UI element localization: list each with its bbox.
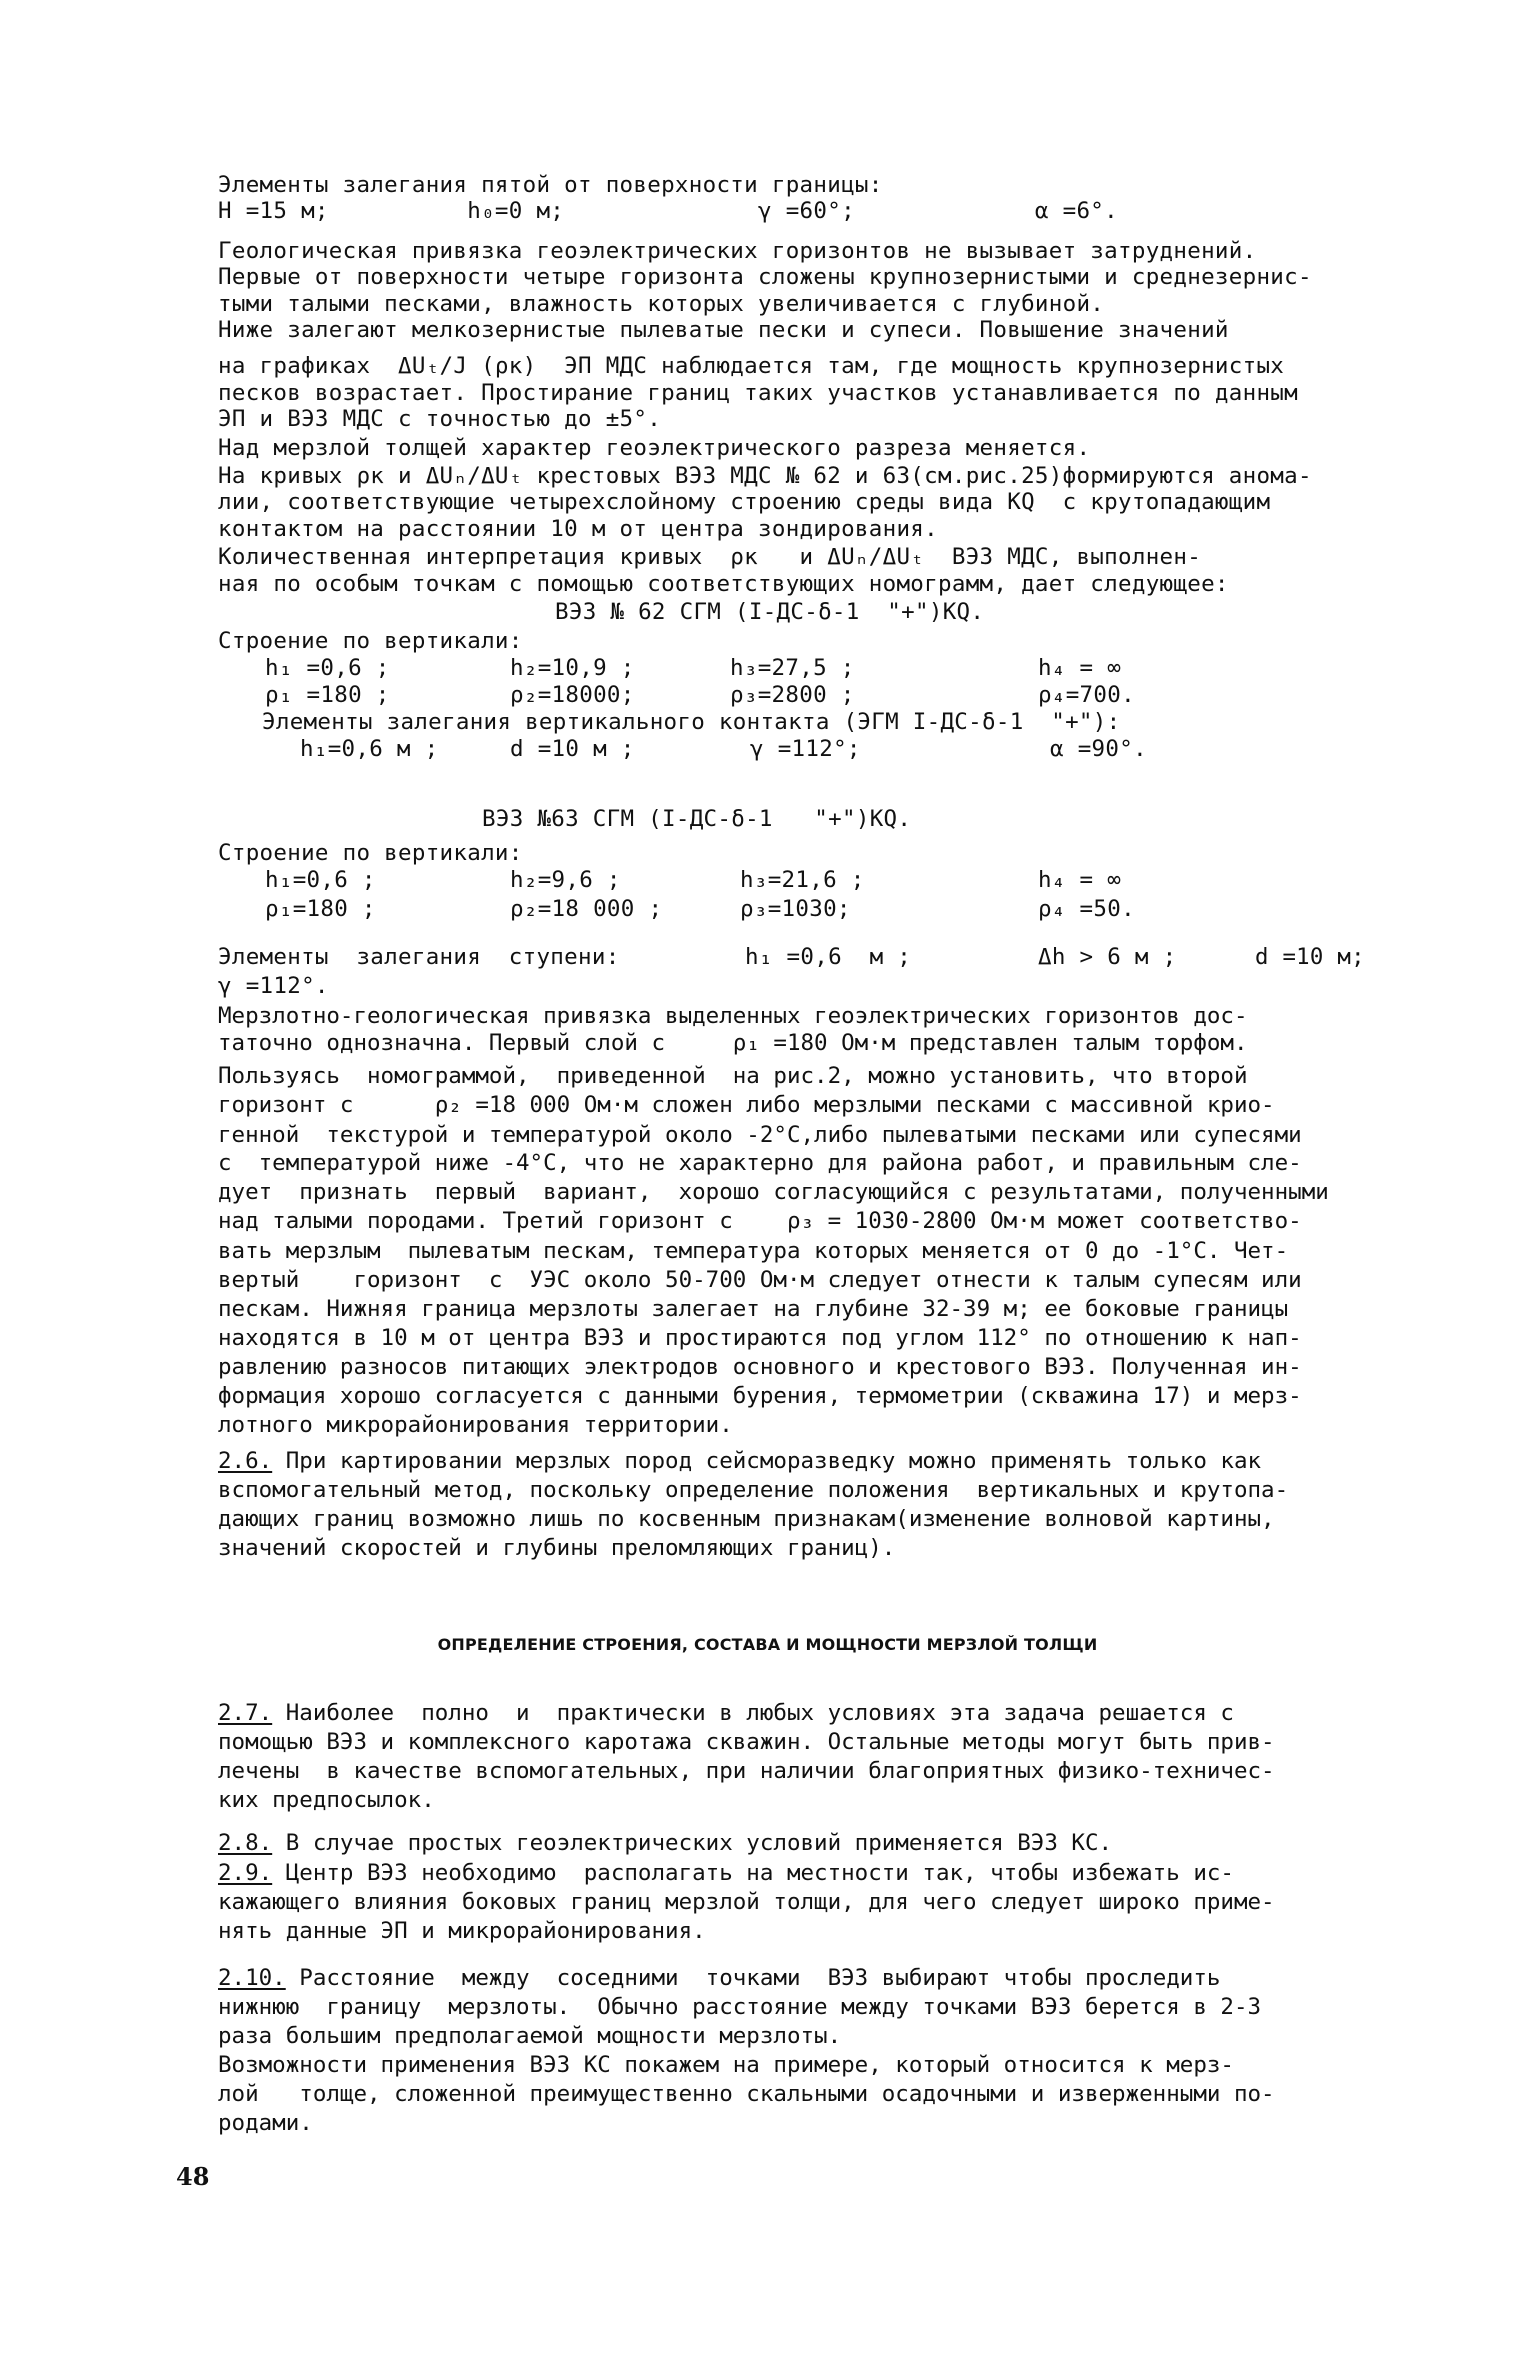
para-2-10-number: 2.10.	[218, 1965, 286, 1991]
text-line: находятся в 10 м от центра ВЭЗ и простираются под углом 112° по отношению к нап-	[218, 1325, 1302, 1351]
vez62-h1: h₁ =0,6 ;	[265, 655, 390, 681]
text-line: генной текстурой и температурой около -2°С,либо пылеватыми песками или супесями	[218, 1122, 1302, 1148]
formula-line: H =15 м; h₀=0 м; γ =60°; α =6°.	[218, 198, 1118, 224]
text-line: раза большим предполагаемой мощности мерзлоты.	[218, 2023, 842, 2049]
vez63-step-d: d =10 м;	[1255, 944, 1365, 970]
text-line: На кривых ρκ и ΔUₙ/ΔUₜ крестовых ВЭЗ МДС № 62 и 63(см.рис.25)формируются анома-	[218, 463, 1312, 489]
text-line: равлению разносов питающих электродов основного и крестового ВЭЗ. Полученная ин-	[218, 1354, 1302, 1380]
vez62-title: ВЭЗ № 62 СГМ (I-ДС-δ-1 "+")KQ.	[555, 599, 985, 625]
para-2-10-line: 2.10. Расстояние между соседними точками ВЭЗ выбирают чтобы проследить	[218, 1965, 1221, 1991]
text-line: Возможности применения ВЭЗ КС покажем на примере, который относится к мерз-	[218, 2052, 1234, 2078]
text-line: контактом на расстоянии 10 м от центра зондирования.	[218, 516, 938, 542]
para-2-6-line: 2.6. При картировании мерзлых пород сейсморазведку можно применять только как	[218, 1448, 1262, 1474]
vez62-contact-h: h₁=0,6 м ;	[300, 736, 439, 762]
text-line: ная по особым точкам с помощью соответствующих номограмм, дает следующее:	[218, 571, 1229, 597]
text-line: горизонт с ρ₂ =18 000 Ом·м сложен либо мерзлыми песками с массивной крио-	[218, 1092, 1275, 1118]
vez63-step-dh: Δh > 6 м ;	[1038, 944, 1177, 970]
text-line: дающих границ возможно лишь по косвенным признакам(изменение волновой картины,	[218, 1506, 1275, 1532]
text-line: вертый горизонт с УЭС около 50-700 Ом·м следует отнести к талым супесям или	[218, 1267, 1302, 1293]
vez63-h1: h₁=0,6 ;	[265, 867, 376, 893]
text-line: Мерзлотно-геологическая привязка выделенных геоэлектрических горизонтов дос-	[218, 1003, 1248, 1029]
text-line: дует признать первый вариант, хорошо согласующийся с результатами, полученными	[218, 1179, 1329, 1205]
text-line: над талыми породами. Третий горизонт с ρ₃ = 1030-2800 Ом·м может соответство-	[218, 1208, 1302, 1234]
vez62-rho1: ρ₁ =180 ;	[265, 682, 390, 708]
text-line: формация хорошо согласуется с данными бурения, термометрии (скважина 17) и мерз-	[218, 1383, 1302, 1409]
vez62-contact-gamma: γ =112°;	[750, 736, 861, 762]
text-line: Первые от поверхности четыре горизонта сложены крупнозернистыми и среднезернис-	[218, 264, 1312, 290]
para-2-7-line: 2.7. Наиболее полно и практически в любых условиях эта задача решается с	[218, 1700, 1234, 1726]
para-2-9-number: 2.9.	[218, 1860, 273, 1886]
vez63-rho3: ρ₃=1030;	[740, 896, 851, 922]
text-line: Пользуясь номограммой, приведенной на рис.2, можно установить, что второй	[218, 1063, 1248, 1089]
vez62-contact-label: Элементы залегания вертикального контакта (ЭГМ I-ДС-δ-1 "+"):	[262, 709, 1121, 735]
vez63-rho2: ρ₂=18 000 ;	[510, 896, 663, 922]
vez63-h4: h₄ = ∞	[1038, 867, 1122, 893]
vez62-h3: h₃=27,5 ;	[730, 655, 855, 681]
text-line: таточно однозначна. Первый слой с ρ₁ =180 Ом·м представлен талым торфом.	[218, 1030, 1248, 1056]
vez63-rho4: ρ₄ =50.	[1038, 896, 1135, 922]
vez63-structure-label: Строение по вертикали:	[218, 840, 523, 866]
text-line: Ниже залегают мелкозернистые пылеватые пески и супеси. Повышение значений	[218, 317, 1229, 343]
vez62-contact-alpha: α =90°.	[1050, 736, 1147, 762]
text-line: песков возрастает. Простирание границ таких участков устанавливается по данным	[218, 380, 1298, 406]
vez63-title: ВЭЗ №63 СГМ (I-ДС-δ-1 "+")KQ.	[482, 806, 912, 832]
text-line: нять данные ЭП и микрорайонирования.	[218, 1918, 706, 1944]
text-line: лии, соответствующие четырехслойному строению среды вида KQ с крутопадающим	[218, 489, 1271, 515]
vez63-h2: h₂=9,6 ;	[510, 867, 621, 893]
text-line: Количественная интерпретация кривых ρκ и ΔUₙ/ΔUₜ ВЭЗ МДС, выполнен-	[218, 544, 1202, 570]
vez62-rho2: ρ₂=18000;	[510, 682, 635, 708]
vez63-step-angle: γ =112°.	[218, 973, 329, 999]
text-line: кажающего влияния боковых границ мерзлой толщи, для чего следует широко приме-	[218, 1889, 1275, 1915]
text-line: вать мерзлым пылеватым пескам, температура которых меняется от 0 до -1°С. Чет-	[218, 1238, 1289, 1264]
vez62-h4: h₄ = ∞	[1038, 655, 1122, 681]
vez62-structure-label: Строение по вертикали:	[218, 628, 523, 654]
para-2-6-number: 2.6.	[218, 1448, 273, 1474]
text-line: тыми талыми песками, влажность которых увеличивается с глубиной.	[218, 291, 1105, 317]
vez62-h2: h₂=10,9 ;	[510, 655, 635, 681]
text-line: Геологическая привязка геоэлектрических горизонтов не вызывает затруднений.	[218, 238, 1257, 264]
text-line: Элементы залегания пятой от поверхности границы:	[218, 172, 883, 198]
page-number: 48	[176, 2162, 210, 2191]
text-line: вспомогательный метод, поскольку определение положения вертикальных и крутопа-	[218, 1477, 1289, 1503]
para-2-8-line: 2.8. В случае простых геоэлектрических условий применяется ВЭЗ КС.	[218, 1830, 1113, 1856]
text-line: родами.	[218, 2110, 313, 2136]
text-line: ких предпосылок.	[218, 1787, 435, 1813]
para-2-8-number: 2.8.	[218, 1830, 273, 1856]
text-line: пескам. Нижняя граница мерзлоты залегает на глубине 32-39 м; ее боковые границы	[218, 1296, 1289, 1322]
vez63-step-h: h₁ =0,6 м ;	[745, 944, 912, 970]
text-line: лотного микрорайонирования территории.	[218, 1412, 733, 1438]
text-line: нижнюю границу мерзлоты. Обычно расстояние между точками ВЭЗ берется в 2-3	[218, 1994, 1262, 2020]
para-2-7-number: 2.7.	[218, 1700, 273, 1726]
text-line: лой толще, сложенной преимущественно скальными осадочными и изверженными по-	[218, 2081, 1275, 2107]
vez63-h3: h₃=21,6 ;	[740, 867, 865, 893]
text-line: значений скоростей и глубины преломляющих границ).	[218, 1535, 896, 1561]
para-2-9-line: 2.9. Центр ВЭЗ необходимо располагать на местности так, чтобы избежать ис-	[218, 1860, 1234, 1886]
vez62-contact-d: d =10 м ;	[510, 736, 635, 762]
text-line: лечены в качестве вспомогательных, при наличии благоприятных физико-техничес-	[218, 1758, 1275, 1784]
vez62-rho3: ρ₃=2800 ;	[730, 682, 855, 708]
text-line: ЭП и ВЭЗ МДС с точностью до ±5°.	[218, 406, 662, 432]
text-line: на графиках ΔUₜ/J (ρκ) ЭП МДС наблюдается там, где мощность крупнозернистых	[218, 353, 1285, 379]
section-heading: ОПРЕДЕЛЕНИЕ СТРОЕНИЯ, СОСТАВА И МОЩНОСТИ МЕРЗЛОЙ ТОЛЩИ	[437, 1635, 1098, 1654]
vez63-rho1: ρ₁=180 ;	[265, 896, 376, 922]
text-line: Над мерзлой толщей характер геоэлектрического разреза меняется.	[218, 435, 1091, 461]
text-line: с температурой ниже -4°С, что не характерно для района работ, и правильным сле-	[218, 1150, 1302, 1176]
vez62-rho4: ρ₄=700.	[1038, 682, 1135, 708]
vez63-step-label: Элементы залегания ступени:	[218, 944, 620, 970]
text-line: помощью ВЭЗ и комплексного каротажа скважин. Остальные методы могут быть прив-	[218, 1729, 1275, 1755]
